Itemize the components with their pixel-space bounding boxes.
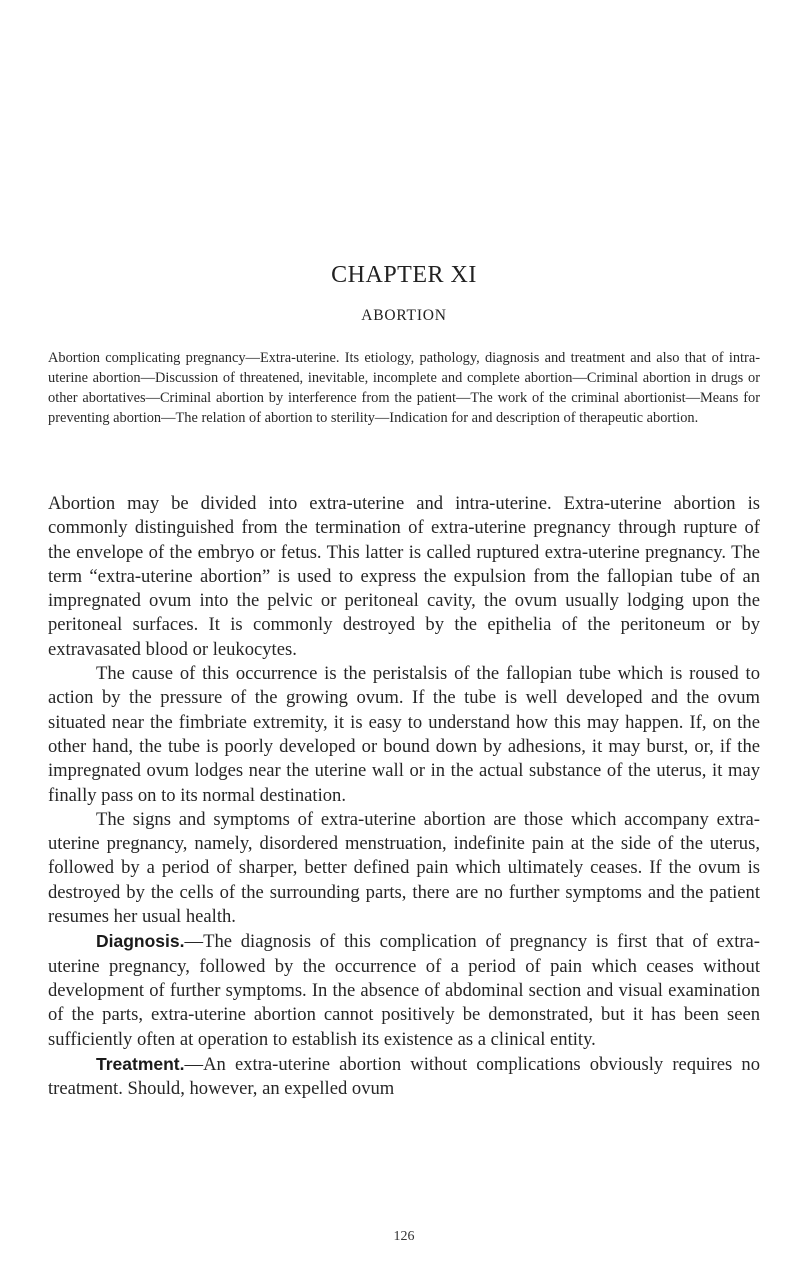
chapter-synopsis: Abortion complicating pregnancy—Extra-uterine. Its etiology, pathology, diagnosis and treatment and also that of intra-uterine abortion—Discussion of threatened, inevitable, incomplete and complete abortion—Criminal abortion in drugs or other abortatives—Criminal abortion by interference from the patient—The work of the criminal abortionist—Means for preventing abortion—The relation of abortion to sterility—Indication for and description of therapeutic abortion.	[48, 350, 760, 426]
paragraph-treatment	[48, 1052, 760, 1102]
paragraph-3	[48, 808, 760, 929]
page-number: 126	[393, 1229, 415, 1244]
chapter-title: CHAPTER XI	[331, 262, 477, 288]
diagnosis-heading: Diagnosis.	[96, 931, 185, 952]
section-title: ABORTION	[361, 307, 447, 324]
paragraph-text: The signs and symptoms of extra-uterine abortion are those which accompany extra-uterine pregnancy, namely, disordered menstruation, indefinite pain at the side of the uterus, followed by a period of sharper, better defined pain which ultimately ceases. If the ovum is destroyed by the cells of the surrounding parts, there are no further symptoms and the patient resumes her usual health.	[48, 808, 760, 928]
paragraph-1	[48, 492, 760, 662]
paragraph-text: The cause of this occurrence is the peristalsis of the fallopian tube which is roused to action by the pressure of the growing ovum. If the tube is well developed and the ovum situated near the fimbriate extremity, it is easy to understand how this may happen. If, on the other hand, the tube is poorly developed or bound down by adhesions, it may burst, or, if the impregnated ovum lodges near the uterine wall or in the actual substance of the uterus, it may finally pass on to its normal destination.	[48, 663, 760, 806]
paragraph-diagnosis	[48, 929, 760, 1051]
paragraph-text: —The diagnosis of this complication of pregnancy is first that of extra-uterine pregnancy, followed by the occurrence of a period of pain which ceases without development of further symptoms. In the absence of abdominal section and visual examination of the parts, extra-uterine abortion cannot positively be demonstrated, but it has been seen sufficiently often at operation to establish its existence as a clinical entity.	[48, 931, 760, 1050]
paragraph-text: Abortion may be divided into extra-uterine and intra-uterine. Extra-uterine abortion is commonly distinguished from the termination of extra-uterine pregnancy through rupture of the envelope of the embryo or fetus. This latter is called ruptured extra-uterine pregnancy. The term “extra-uterine abortion” is used to express the expulsion from the fallopian tube of an impregnated ovum into the pelvic or peritoneal cavity, the ovum usually lodging upon the peritoneal surfaces. It is commonly destroyed by the epithelia of the peritoneum or by extravasated blood or leukocytes.	[48, 493, 760, 660]
paragraph-text: —An extra-uterine abortion without complications obviously requires no treatment. Should, however, an expelled ovum	[48, 1053, 760, 1100]
paragraph-2	[48, 662, 760, 808]
body-text	[48, 492, 760, 1101]
treatment-heading: Treatment.	[96, 1053, 185, 1074]
